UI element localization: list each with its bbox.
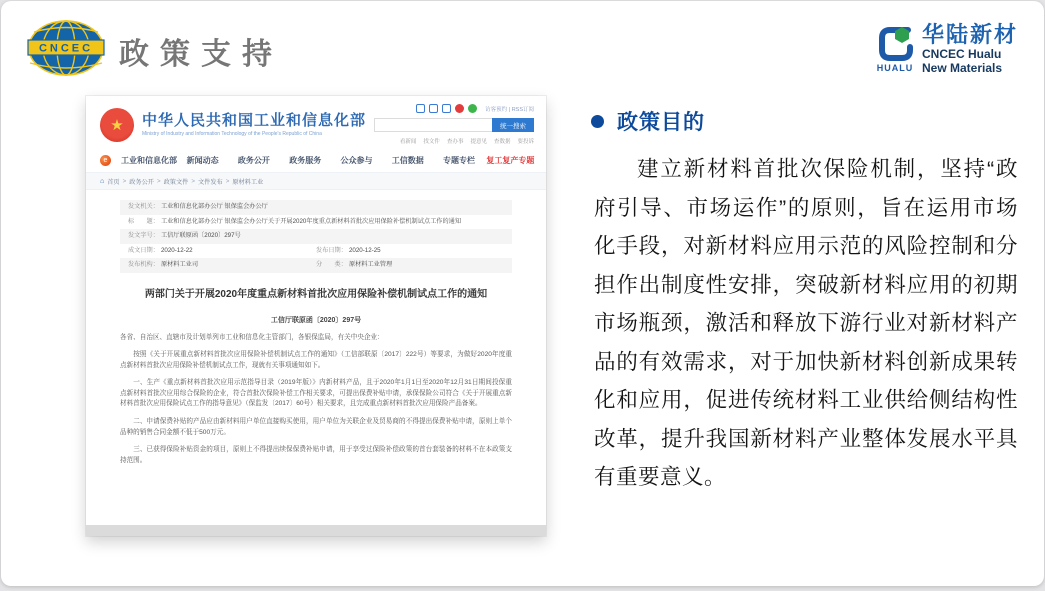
doc-paragraph: 按照《关于开展重点新材料首批次应用保险补偿机制试点工作的通知》（工信部联原〔2017〕222号）等要求，为做好2020年度重点新材料首批次应用保险补偿机制试点工作，现就有关事项通知如下。 xyxy=(120,351,512,369)
document-title: 两部门关于开展2020年度重点新材料首批次应用保险补偿机制试点工作的通知 xyxy=(144,288,488,300)
quick-link[interactable]: 查办事 xyxy=(446,139,464,145)
hualu-logo xyxy=(875,23,1018,75)
rss-link[interactable]: RSS订阅 xyxy=(511,106,534,113)
site-top-right xyxy=(366,104,534,145)
doc-paragraph: 二、申请保费补贴的产品应由新材料用户单位直接购买使用，用户单位为关联企业及贸易商的不得提出保费补贴申请，原则上单个品种的销售合同金额不低于500万元。 xyxy=(120,418,512,436)
topbar-divider: | xyxy=(508,106,511,113)
miit-website-screenshot xyxy=(86,96,546,536)
info-value: 工业和信息化部办公厅 银保监会办公厅 xyxy=(160,203,268,211)
site-brand xyxy=(100,104,366,145)
breadcrumb-separator: > xyxy=(225,177,230,185)
hualu-name-cn: 华陆新材 xyxy=(921,22,1018,47)
nav-logo-icon: e xyxy=(100,155,111,166)
quick-link[interactable]: 要投诉 xyxy=(517,139,534,145)
nav-item[interactable]: 新闻动态 xyxy=(186,156,219,165)
info-cell xyxy=(128,232,504,240)
policy-purpose-panel xyxy=(586,106,1026,497)
info-cell xyxy=(128,261,316,269)
policy-purpose-heading: 政策目的 xyxy=(617,111,705,134)
info-cell xyxy=(128,218,504,226)
nav-item[interactable]: 工业和信息化部 xyxy=(121,156,177,165)
breadcrumb-separator: > xyxy=(191,177,195,185)
site-name: 中华人民共和国工业和信息化部 xyxy=(142,112,367,129)
doc-paragraph: 三、已获得保险补贴资金的项目，原则上不得提出续保保费补贴申请，用于享受过保险补偿政策的首台套装备的材料不在本政策支持范围。 xyxy=(120,446,512,464)
policy-purpose-heading-row xyxy=(586,106,1026,136)
mobile-icon[interactable] xyxy=(429,104,438,113)
site-content xyxy=(86,190,546,466)
nav-item[interactable]: 工信数据 xyxy=(391,156,424,165)
site-nav xyxy=(121,155,536,166)
info-label: 成文日期： xyxy=(128,246,159,254)
info-label: 发文机关： xyxy=(128,203,159,211)
info-value: 2020-12-22 xyxy=(160,246,193,254)
info-value: 原材料工业司 xyxy=(160,261,199,269)
breadcrumb-item[interactable]: 原材料工业 xyxy=(232,178,264,186)
weibo-icon[interactable] xyxy=(455,104,464,113)
hualu-icon-caption: HUALU xyxy=(876,63,914,73)
search-button[interactable]: 统一搜索 xyxy=(492,118,534,132)
home-icon: ⌂ xyxy=(100,177,105,185)
cncec-globe-icon xyxy=(27,19,105,82)
quick-link[interactable]: 提意见 xyxy=(470,139,487,145)
breadcrumb-separator: > xyxy=(156,177,161,185)
document-body xyxy=(120,333,512,467)
national-emblem-icon: ★ xyxy=(100,108,134,142)
info-value: 2020-12-25 xyxy=(348,246,381,254)
info-row xyxy=(120,258,512,273)
quick-link[interactable]: 看新闻 xyxy=(399,139,417,145)
document-info-table xyxy=(120,200,512,273)
quick-link[interactable]: 找文件 xyxy=(423,139,440,145)
hualu-name-en1: CNCEC Hualu xyxy=(921,47,1002,61)
svg-text:CNCEC: CNCEC xyxy=(38,42,94,55)
info-label: 发布日期： xyxy=(316,246,347,254)
site-name-en: Ministry of Industry and Information Technology of the People's Republic of China xyxy=(142,131,322,137)
slide xyxy=(1,1,1044,586)
policy-purpose-body: 建立新材料首批次保险机制，坚持“政府引导、市场运作”的原则，旨在运用市场化手段，对新材料应用示范的风险控制和分担作出制度性安排，突破新材料应用的初期市场瓶颈，激活和释放下游行业对新材料产品的有效需求，对于加快新材料创新成果转化和应用，促进传统材料工业供给侧结构性改革，提升我国新材料产业整体发展水平具有重要意义。 xyxy=(594,157,1018,489)
site-top xyxy=(86,96,546,149)
nav-item[interactable]: 公众参与 xyxy=(340,156,373,165)
site-topbar-icons xyxy=(416,104,534,113)
info-row xyxy=(120,215,512,230)
nav-item[interactable]: 政务公开 xyxy=(237,156,270,165)
info-row xyxy=(120,244,512,259)
search-input[interactable] xyxy=(374,118,492,132)
site-search xyxy=(374,118,534,132)
breadcrumb xyxy=(86,173,546,190)
doc-paragraph: 各省、自治区、直辖市及计划单列市工业和信息化主管部门，各银保监局，有关中央企业： xyxy=(120,333,384,341)
info-label: 分 类： xyxy=(316,261,347,269)
nav-item[interactable]: 专题专栏 xyxy=(443,156,476,165)
site-nav-bar xyxy=(86,149,546,173)
info-value: 原材料工业管理 xyxy=(348,261,393,269)
breadcrumb-item[interactable]: 首页 xyxy=(107,178,120,186)
info-cell xyxy=(316,261,504,269)
info-cell xyxy=(128,247,316,255)
quick-links xyxy=(400,137,534,145)
doc-paragraph: 一、生产《重点新材料首批次应用示范指导目录（2019年版）》内新材料产品，且于2020年1月1日至2020年12月31日期间投保重点新材料首批次应用综合保险的企业，符合首批次保险补偿工作相关要求，可提出保费补贴申请，承保保险公司符合《关于开展重点新材料首批次应用保险试点工作的指导意见》（保监发〔2017〕60号）相关要求，且完成重点新材料首批次应用保险产品备案。 xyxy=(120,379,512,408)
breadcrumb-item[interactable]: 政策文件 xyxy=(163,178,189,186)
breadcrumb-separator: > xyxy=(122,177,127,185)
quick-link[interactable]: 查数据 xyxy=(493,139,511,145)
bullet-icon xyxy=(591,115,604,128)
visitor-reservation-link[interactable]: 访客预约 xyxy=(485,106,508,113)
hualu-name-en2: New Materials xyxy=(921,61,1003,75)
info-label: 发布机构： xyxy=(128,261,159,269)
page-title: 政策支持 xyxy=(119,36,283,72)
breadcrumb-item[interactable]: 政务公开 xyxy=(129,178,154,186)
site-footer-bar xyxy=(86,525,546,536)
nav-item[interactable]: 政务服务 xyxy=(289,156,322,165)
info-cell xyxy=(128,203,504,211)
hualu-icon xyxy=(875,23,915,73)
info-row xyxy=(120,200,512,215)
info-row xyxy=(120,229,512,244)
slide-header xyxy=(27,19,283,82)
info-cell xyxy=(316,247,504,255)
info-label: 标 题： xyxy=(128,217,159,225)
wechat-icon[interactable] xyxy=(468,104,477,113)
mail-icon[interactable] xyxy=(442,104,451,113)
info-value: 工业和信息化部办公厅 银保监会办公厅关于开展2020年度重点新材料首批次应用保险补偿机制试点工作的通知 xyxy=(160,217,462,225)
nav-item[interactable]: 复工复产专题 xyxy=(486,156,535,165)
info-value: 工信厅联原函〔2020〕297号 xyxy=(160,232,241,240)
breadcrumb-item[interactable]: 文件发布 xyxy=(197,178,223,186)
document-number: 工信厅联原函〔2020〕297号 xyxy=(270,316,362,324)
accessibility-icon[interactable] xyxy=(416,104,425,113)
info-label: 发文字号： xyxy=(128,232,159,240)
